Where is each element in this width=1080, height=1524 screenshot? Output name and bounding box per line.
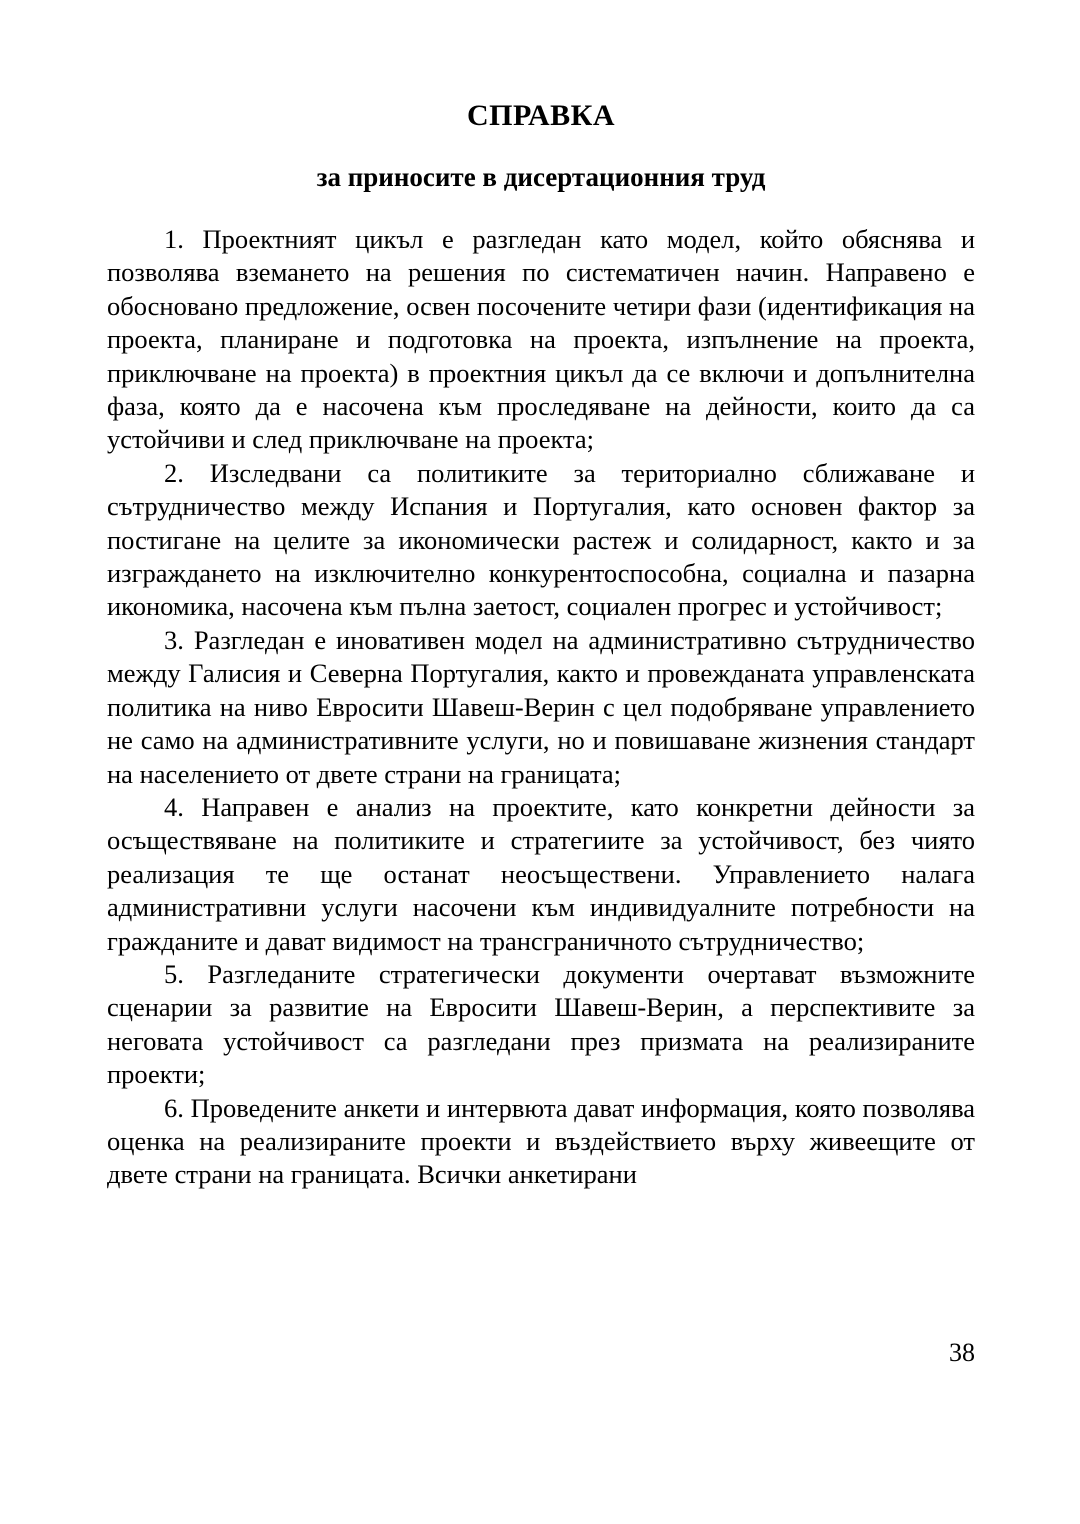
document-body <box>107 223 975 1192</box>
document-subtitle: за приносите в дисертационния труд <box>316 162 766 192</box>
paragraph: 4. Направен е анализ на проектите, като конкретни дейности за осъществяване на политиките и стратегиите за устойчивост, без чиято реализация те ще останат неосъществени. Управлението налага административни услуги насочени към индивидуалните потребности на гражданите и дават видимост на трансграничното сътрудничество; <box>107 791 975 956</box>
paragraph: 6. Проведените анкети и интервюта дават информация, която позволява оценка на реализираните проекти и въздействието върху живеещите от двете страни на границата. Всички анкетирани <box>107 1092 975 1190</box>
page-number: 38 <box>949 1338 975 1367</box>
document-content <box>107 98 975 1192</box>
paragraph: 2. Изследвани са политиките за териториално сближаване и сътрудничество между Испания и Португалия, като основен фактор за постигане на целите за икономически растеж и солидарност, както и за изграждането на изключително конкурентоспособна, социална и пазарна икономика, насочена към пълна заетост, социален прогрес и устойчивост; <box>107 457 975 622</box>
document-title: СПРАВКА <box>466 99 616 132</box>
paragraph: 5. Разгледаните стратегически документи очертават възможните сценарии за развитие на Евросити Шавеш-Верин, а перспективите за неговата устойчивост са разгледани през призмата на реализираните проекти; <box>107 958 975 1090</box>
paragraph: 1. Проектният цикъл е разгледан като модел, който обяснява и позволява вземането на решения по систематичен начин. Направено е обосновано предложение, освен посочените четири фази (идентификация на проекта, планиране и подготовка на проекта, изпълнение на проекта, приключване на проекта) в проектния цикъл да се включи и допълнителна фаза, която да е насочена към проследяване на дейности, които да са устойчиви и след приключване на проекта; <box>107 224 975 455</box>
paragraph: 3. Разгледан е иновативен модел на административно сътрудничество между Галисия и Северна Португалия, както и провежданата управленската политика на ниво Евросити Шавеш-Верин с цел подобряване управлението не само на административните услуги, но и повишаване жизнения стандарт на населението от двете страни на границата; <box>107 624 975 789</box>
